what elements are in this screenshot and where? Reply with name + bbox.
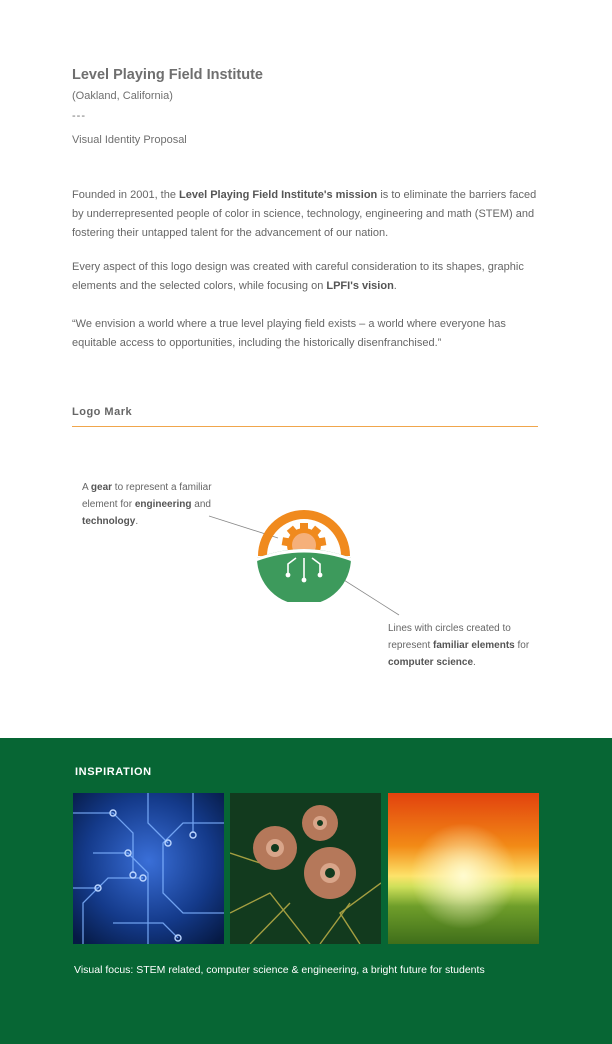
section-divider (72, 426, 538, 427)
inspiration-section (0, 738, 612, 1044)
divider-dashes: --- (72, 110, 86, 122)
design-paragraph: Every aspect of this logo design was created with careful consideration to its shapes, graphic elements and the selected colors, while focusing on LPFI's vision. (72, 261, 524, 292)
gear-annotation: A gear to represent a familiar element for engineering and technology. (82, 482, 212, 527)
document-title: Level Playing Field Institute (72, 67, 263, 83)
inspiration-heading: INSPIRATION (75, 766, 152, 778)
document-type: Visual Identity Proposal (72, 134, 187, 146)
gears-image (230, 793, 381, 944)
sunrise-field-image (388, 793, 539, 944)
inspiration-caption: Visual focus: STEM related, computer science & engineering, a bright future for students (74, 964, 485, 976)
logo-mark-heading: Logo Mark (72, 406, 133, 418)
location-text: (Oakland, California) (72, 90, 173, 102)
vision-quote: “We envision a world where a true level playing field exists – a world where everyone has equitable access to opportunities, including the historically disenfranchised.” (72, 318, 506, 349)
lpfi-logo-icon (254, 500, 354, 602)
lines-annotation: Lines with circles created to represent familiar elements for computer science. (388, 623, 530, 668)
mission-paragraph: Founded in 2001, the Level Playing Field Institute's mission is to eliminate the barriers faced by underrepresented people of color in science, technology, engineering and math (STEM) and fostering their untapped talent for the advancement of our nation. (72, 189, 537, 239)
circuit-board-image (73, 793, 224, 944)
